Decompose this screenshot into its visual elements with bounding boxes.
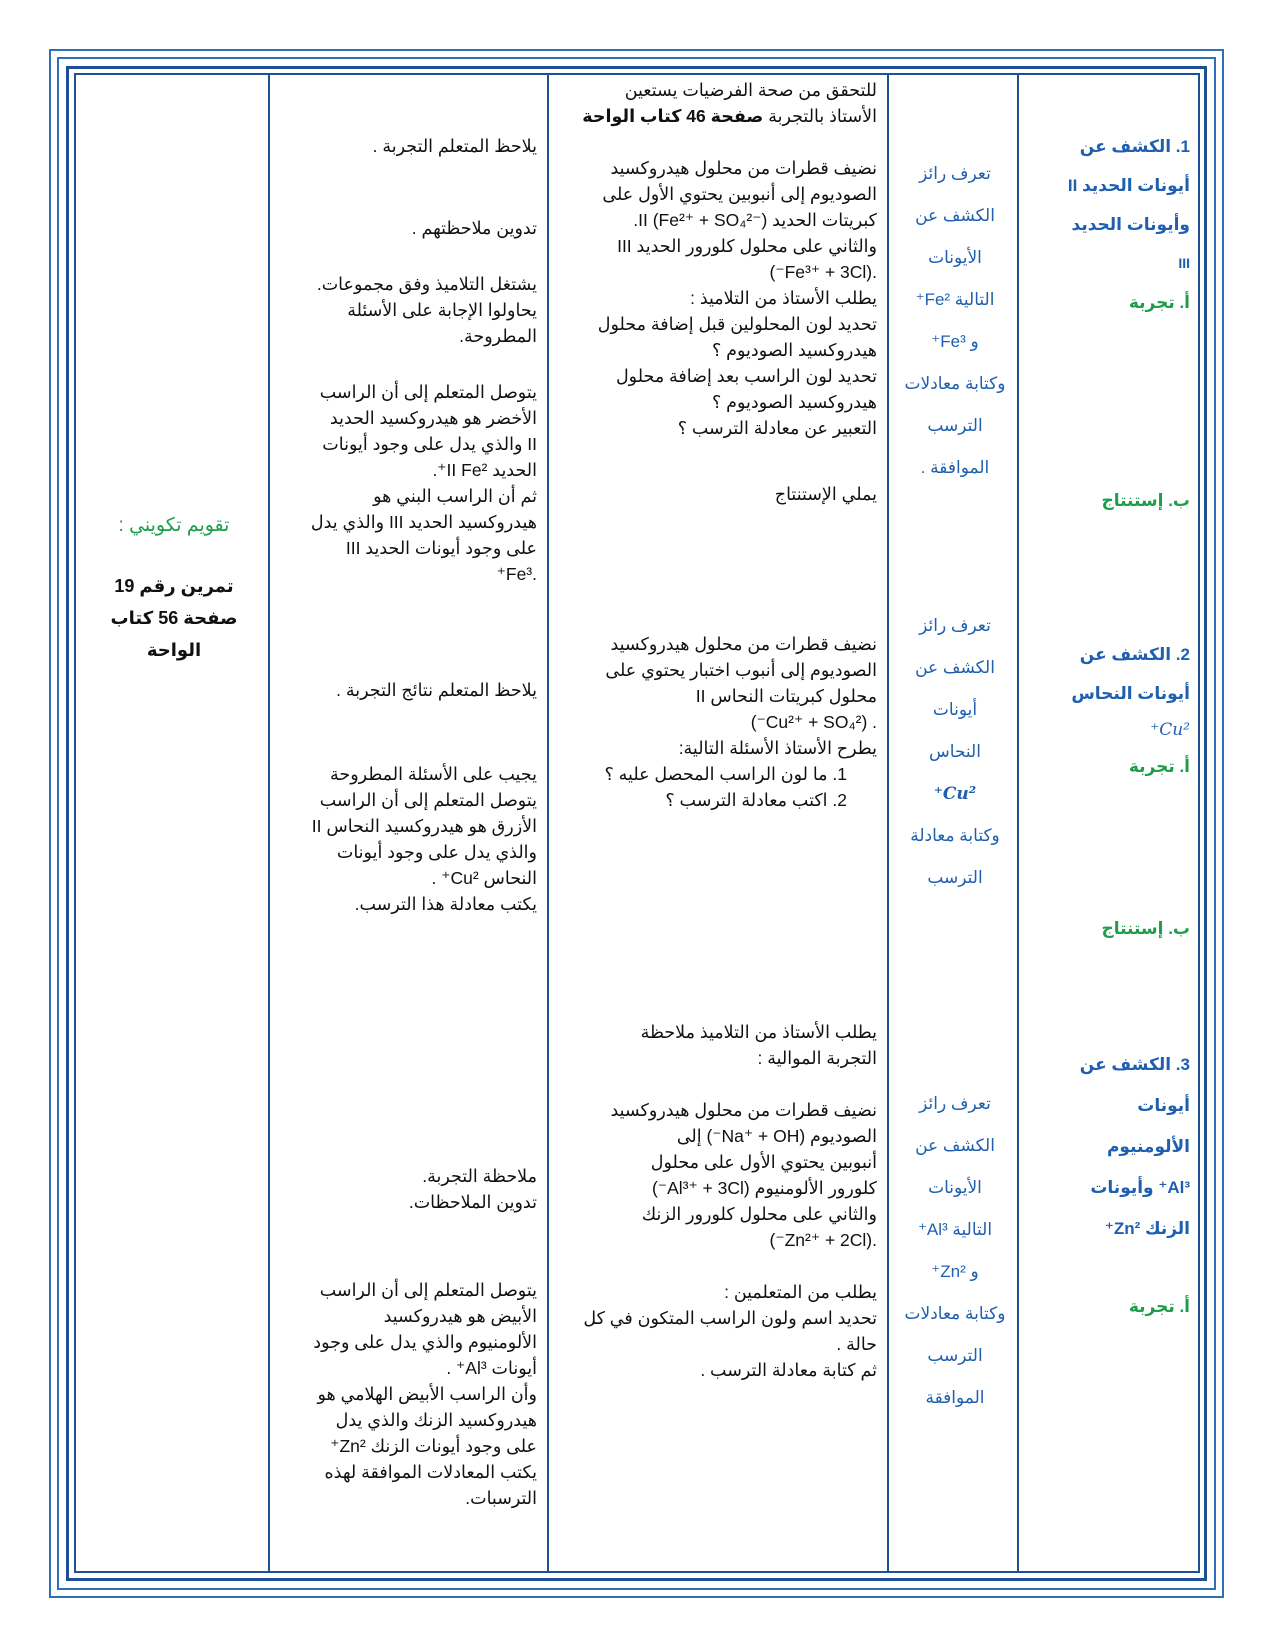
learner-line: هيدروكسيد الحديد III والذي يدل (310, 512, 537, 532)
section-1-title: وأيونات الحديد (1071, 215, 1190, 234)
objective-line: الترسب (927, 1346, 983, 1365)
activity-line: الصوديوم إلى أنبوب اختبار يحتوي على (605, 660, 877, 680)
learner-line: النحاس Cu²⁺ . (431, 868, 537, 888)
learner-line: الأخضر هو هيدروكسيد الحديد (329, 408, 537, 428)
activity-line: أنبوبين يحتوي الأول على محلول (650, 1152, 877, 1172)
objective-line: الكشف عن (915, 658, 995, 677)
section-1-title: أيونات الحديد II (1067, 176, 1190, 195)
objective-line: الترسب (927, 868, 983, 887)
learner-line: الأبيض هو هيدروكسيد (383, 1306, 537, 1326)
evaluation-column (74, 73, 270, 1573)
section-3-title: أيونات (1137, 1096, 1190, 1115)
formative-assessment-title: تقويم تكويني : (118, 515, 230, 536)
learner-line: تدوين ملاحظتهم . (411, 218, 537, 238)
activity-line: يطرح الأستاذ الأسئلة التالية: (678, 738, 877, 758)
activity-line: حالة . (836, 1334, 877, 1354)
learner-line: يتوصل المتعلم إلى أن الراسب (319, 790, 537, 810)
objective-line: وكتابة معادلات (904, 374, 1006, 393)
activity-line: الصوديوم (Na⁺ + OH⁻) إلى (676, 1126, 877, 1146)
learner-line: يلاحظ المتعلم نتائج التجربة . (336, 680, 537, 700)
learner-line: يتوصل المتعلم إلى أن الراسب (319, 382, 537, 402)
activity-line: التجربة الموالية : (757, 1048, 877, 1068)
objective-line: الموافقة (925, 1388, 985, 1407)
learner-line: المطروحة. (459, 326, 537, 346)
section-2-title: أيونات النحاس (1071, 684, 1190, 703)
activity-line: ثم كتابة معادلة الترسب . (700, 1360, 877, 1380)
learner-line: تدوين الملاحظات. (408, 1192, 537, 1212)
learner-line: يحاولوا الإجابة على الأسئلة (347, 300, 537, 320)
activity-line: كلورور الألومنيوم (Al³⁺ + 3Cl⁻) (651, 1178, 877, 1198)
teacher-activities-column (547, 73, 889, 1573)
section-3-title: Al³⁺ وأيونات (1090, 1178, 1190, 1197)
objective-line: أيونات (932, 700, 978, 719)
objective-line: الأيونات (928, 248, 982, 267)
learner-line: ثم أن الراسب البني هو (373, 486, 537, 506)
learner-line: هيدروكسيد الزنك والذي يدل (335, 1410, 537, 1430)
titles-column (1017, 73, 1200, 1573)
activity-line: والثاني على محلول كلورور الزنك (641, 1204, 877, 1224)
learner-line: الترسبات. (465, 1488, 537, 1508)
activity-line: نضيف قطرات من محلول هيدروكسيد (610, 158, 877, 178)
activity-line: نضيف قطرات من محلول هيدروكسيد (610, 1100, 877, 1120)
section-1-title: 1. الكشف عن (1079, 137, 1190, 156)
textbook-reference: صفحة 46 كتاب الواحة (582, 106, 764, 126)
objective-line: النحاس (929, 742, 981, 761)
question-item: 1. ما لون الراسب المحصل عليه ؟ (604, 764, 847, 784)
objective-line: تعرف رائز (919, 164, 991, 183)
activity-line (582, 103, 877, 129)
objective-line: وكتابة معادلة (910, 826, 1000, 845)
section-1-title: III (1178, 255, 1190, 271)
objective-line: وكتابة معادلات (904, 1304, 1006, 1323)
activity-line: الصوديوم إلى أنبوبين يحتوي الأول على (602, 184, 877, 204)
learner-line: يكتب المعادلات الموافقة لهذه (324, 1462, 537, 1482)
learner-line: يلاحظ المتعلم التجربة . (372, 136, 537, 156)
activity-line: تحديد لون المحلولين قبل إضافة محلول (597, 314, 877, 334)
activity-line: كبريتات الحديد II (Fe²⁺ + SO₄²⁻). (633, 210, 877, 230)
activity-line: محلول كبريتات النحاس II (695, 686, 877, 706)
learner-line: والذي يدل على وجود أيونات (336, 842, 537, 862)
section-1-conclusion-label: ب. إستنتاج (1101, 491, 1190, 510)
learner-line: يكتب معادلة هذا الترسب. (354, 894, 537, 914)
activity-line: والثاني على محلول كلورور الحديد III (617, 236, 877, 256)
objective-line: Cu²⁺ (933, 784, 977, 804)
activity-line: هيدروكسيد الصوديوم ؟ (712, 392, 877, 412)
objective-line: و Fe³⁺ (931, 332, 979, 351)
objective-line: الكشف عن (915, 206, 995, 225)
exercise-reference: الواحة (146, 640, 202, 660)
objectives-column (887, 73, 1019, 1573)
section-2-experiment-label: أ. تجربة (1128, 757, 1190, 776)
learner-line: على وجود أيونات الحديد III (345, 538, 537, 558)
activity-line: التعبير عن معادلة الترسب ؟ (677, 418, 877, 438)
learner-line: ملاحظة التجربة. (422, 1166, 537, 1186)
objective-line: تعرف رائز (919, 1094, 991, 1113)
activity-line: هيدروكسيد الصوديوم ؟ (712, 340, 877, 360)
objective-line: تعرف رائز (919, 616, 991, 635)
activity-line: يطلب الأستاذ من التلاميذ ملاحظة (640, 1022, 877, 1042)
activity-line: يطلب من المتعلمين : (724, 1282, 877, 1302)
learner-line: الأزرق هو هيدروكسيد النحاس II (311, 816, 537, 836)
section-2-title: Cu²⁺ (1150, 720, 1190, 740)
learner-line: وأن الراسب الأبيض الهلامي هو (317, 1384, 537, 1404)
section-2-title: 2. الكشف عن (1079, 645, 1190, 664)
objective-line: الترسب (927, 416, 983, 435)
objective-line: الكشف عن (915, 1136, 995, 1155)
objective-line: التالية Fe²⁺ (915, 290, 995, 309)
learner-line: على وجود أيونات الزنك Zn²⁺ (330, 1436, 537, 1456)
learner-line: يشتغل التلاميذ وفق مجموعات. (316, 274, 537, 294)
section-3-title: 3. الكشف عن (1079, 1055, 1190, 1074)
learner-line: الحديد II Fe²⁺. (432, 460, 537, 480)
activity-line: . (Cu²⁺ + SO₄²⁻) (750, 712, 877, 732)
section-3-title: الزنك Zn²⁺ (1104, 1219, 1190, 1238)
learner-line: يتوصل المتعلم إلى أن الراسب (319, 1280, 537, 1300)
objective-line: التالية Al³⁺ (917, 1220, 993, 1239)
question-item: 2. اكتب معادلة الترسب ؟ (665, 790, 847, 810)
learner-activities-column (268, 73, 549, 1573)
section-1-experiment-label: أ. تجربة (1128, 293, 1190, 312)
objective-line: الأيونات (928, 1178, 982, 1197)
activity-line: .(Fe³⁺ + 3Cl⁻) (769, 262, 877, 282)
learner-line: يجيب على الأسئلة المطروحة (330, 764, 537, 784)
exercise-reference: صفحة 56 كتاب (110, 608, 238, 628)
learner-line: II والذي يدل على وجود أيونات (322, 434, 537, 454)
activity-line: يطلب الأستاذ من التلاميذ : (690, 288, 877, 308)
activity-line: .(Zn²⁺ + 2Cl⁻) (769, 1230, 877, 1250)
activity-line: يملي الإستنتاج (774, 484, 877, 504)
activity-line: تحديد لون الراسب بعد إضافة محلول (615, 366, 877, 386)
section-3-title: الألومنيوم (1106, 1137, 1190, 1156)
learner-line: .Fe³⁺ (496, 564, 537, 584)
exercise-reference: تمرين رقم 19 (114, 576, 234, 596)
objective-line: الموافقة . (920, 458, 990, 477)
activity-line: الأستاذ بالتجربة (768, 106, 877, 126)
learner-line: الألومنيوم والذي يدل على وجود (313, 1332, 537, 1352)
section-3-experiment-label: أ. تجربة (1128, 1297, 1190, 1316)
activity-line: تحديد اسم ولون الراسب المتكون في كل (583, 1308, 877, 1328)
learner-line: أيونات Al³⁺ . (446, 1358, 537, 1378)
activity-line: نضيف قطرات من محلول هيدروكسيد (610, 634, 877, 654)
section-2-conclusion-label: ب. إستنتاج (1101, 919, 1190, 938)
objective-line: و Zn²⁺ (931, 1262, 979, 1281)
activity-line: للتحقق من صحة الفرضيات يستعين (624, 80, 877, 100)
